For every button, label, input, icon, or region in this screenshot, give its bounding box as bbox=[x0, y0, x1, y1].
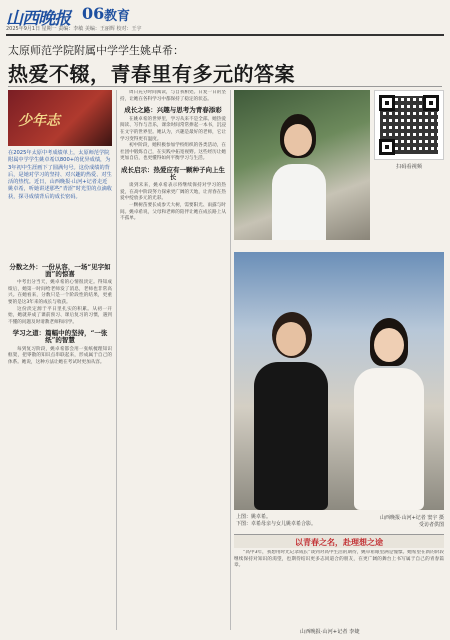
article-subtitle: 太原师范学院附属中学学生姚卓希： bbox=[8, 44, 184, 57]
qr-label: 扫码看视频 bbox=[396, 164, 422, 170]
page-number: 06 bbox=[82, 4, 105, 23]
photo-credit: 山西晚报·山河+记者 窦宇 摄 受访者供图 bbox=[380, 515, 444, 528]
section-subhead: 分数之外：一份从容，一场“见字如面”的惊喜 bbox=[9, 263, 111, 278]
column-divider bbox=[116, 90, 117, 630]
date-line: 2025年9月1日 星期一 责编：李敏 美编：王丽辉 校对：王宇 bbox=[6, 26, 142, 32]
paragraph: 一颗树苗要长成参天大树，需要阳光、雨露与时间。姚卓希说，父母和老师的陪伴让她在成长路上从不孤单。 bbox=[120, 202, 226, 222]
column-divider bbox=[230, 90, 231, 630]
byline: 山西晚报·山河+记者 李婕 bbox=[300, 629, 360, 635]
section-subhead: 成长之路：兴趣与思考为青春添彩 bbox=[124, 106, 222, 115]
section-subhead: 成长启示：热爱应有一颗种子向上生长 bbox=[121, 165, 225, 181]
paragraph: 谈到未来，姚卓希表示将继续保持对学习的热爱，在高中阶段努力探索更广阔的天地，让青春在热爱中绽放多元的光彩。 bbox=[120, 183, 226, 202]
sidebar-title: 以青春之名，赴理想之途 bbox=[295, 537, 383, 547]
mother-figure bbox=[254, 312, 328, 510]
lead-photo bbox=[8, 90, 112, 146]
article-headline: 热爱不辍，青春里有多元的答案 bbox=[8, 62, 295, 86]
paragraph: 初中阶段，她积极参加学校组织的各类活动，在社团中锻炼自己，在实践中拓宽视野。这些经历让她更加自信，也更懂得如何平衡学习与生活。 bbox=[120, 143, 226, 162]
newspaper-name: 山西晚报 bbox=[6, 9, 70, 29]
photo-caption: 上图：姚卓希。 下图：卓希母亲与女儿姚卓希合影。 bbox=[236, 514, 317, 527]
family-photo bbox=[234, 252, 444, 510]
paragraph: 在姚卓希的世界里，学习从来不是全部。她热爱阅读、写作与音乐，课余时间常常捧起一本书，沉浸在文字的世界里。她认为，兴趣是最好的老师，它让学习变得更有温度。 bbox=[120, 116, 226, 142]
section-subhead: 学习之道：篇幅中的坚持，“一张纸”的智慧 bbox=[12, 329, 108, 344]
paragraph: 中考出分当天，姚卓希的心情很淡定。得知成绩后，她第一时间给老师发了消息，老师也非常高兴。在她看来，分数只是一个阶段性的结果，更重要的是这3年来的成长与收获。 bbox=[8, 280, 112, 305]
paragraph: 这份淡定源于平日里扎实的积累。从初一开始，她就养成了课前预习、课后复习的习惯，遇到不懂的问题及时请教老师和同学。 bbox=[8, 306, 112, 325]
student-portrait-photo bbox=[234, 90, 370, 240]
lead-photo-text: 少年志 bbox=[18, 113, 60, 129]
sidebar-text bbox=[234, 550, 444, 628]
qr-code[interactable] bbox=[374, 90, 444, 160]
page-header bbox=[6, 4, 444, 36]
section-name: 教育 bbox=[104, 9, 131, 24]
student-figure bbox=[354, 318, 424, 510]
lead-intro: 在2025年太原中考成绩单上，太原师范学院附属中学学生姚卓希以800+的优异成绩，为3年初中生涯画下了圆满句号。这份成绩的背后，是她对学习的坚持、对兴趣的热爱、对生活的热忱。近日，山西晚报·山河+记者走近姚卓希，听她讲述那些“青涩”时光里的点滴收获，探寻成绩背后的成长密码。 bbox=[8, 150, 112, 200]
paragraph: 周日充分时间阅读，与自我相处。日复一日的坚持，让她在各科学习中都保持了稳定的状态。 bbox=[120, 90, 226, 102]
article-column-1 bbox=[8, 260, 112, 573]
headline-rule bbox=[8, 86, 442, 87]
student-figure bbox=[272, 108, 326, 240]
paragraph: 每到复习阶段，姚卓希都会用一张纸梳理知识框架，把零散的知识点串联起来，形成属于自己的体系。她说，这种方法让她在考试时更加从容。 bbox=[8, 346, 112, 365]
article-column-2 bbox=[120, 90, 226, 555]
paragraph: “高中3年，我想用时光记录成长”谈到对高中生活的期待，姚卓希眼里满是憧憬。她希望在新的阶段继续保持对知识的渴望，也期待结识更多志同道合的朋友，在更广阔的舞台上书写属于自己的青春篇章。 bbox=[234, 550, 444, 569]
sidebar-title-bar bbox=[234, 534, 444, 548]
